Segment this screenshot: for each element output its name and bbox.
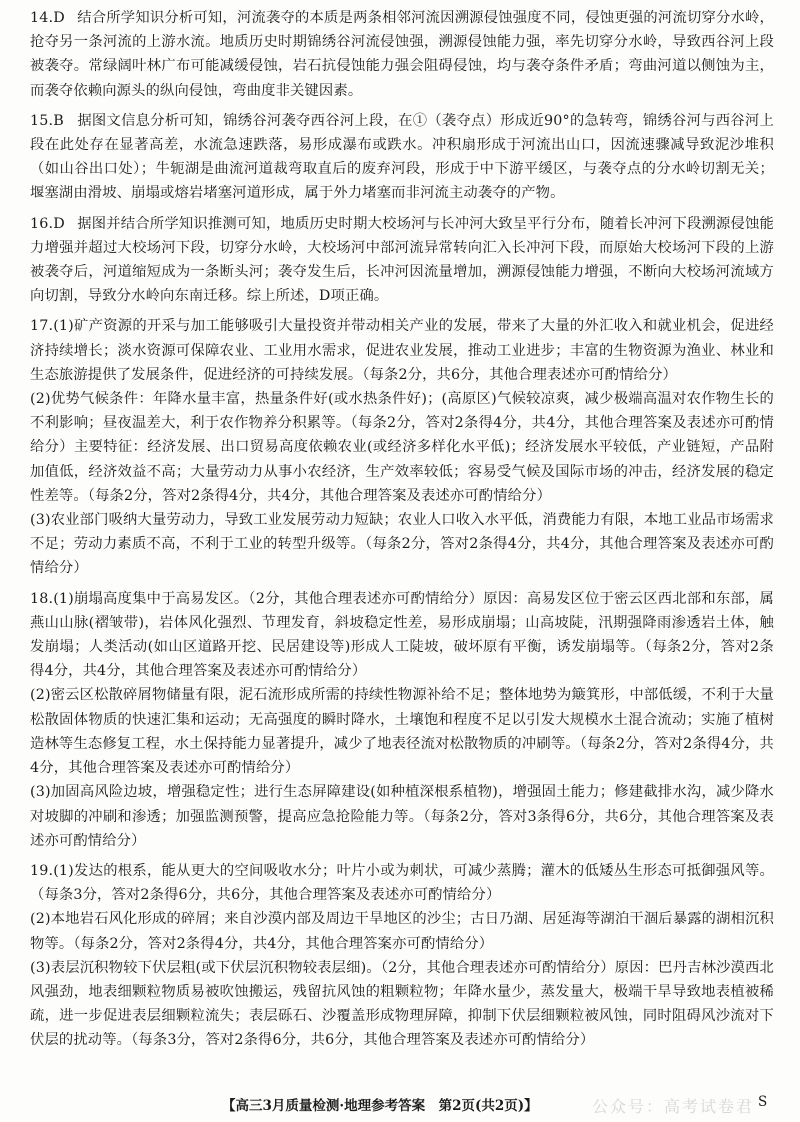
answer-text: (2)密云区松散碎屑物储量有限，泥石流形成所需的持续性物源补给不足；整体地势为簸箕形，中部低缓，不利于大量松散固体物质的快速汇集和运动；无高强度的瞬时降水，土壤饱和程度不足以引发大规模水土混合流动；实施了植树造林等生态修复工程，水土保持能力显著提升，减少了地表径流对松散物质的冲刷等。（每条2分，答对2条得4分，共4分，其他合理答案及表述亦可酌情给分）	[30, 687, 774, 777]
question-number: 18.	[30, 590, 54, 607]
answer-item	[30, 212, 774, 309]
answer-paragraph	[30, 508, 774, 581]
answer-list	[30, 6, 774, 1059]
footer-title: 【高三3月质量检测·地理参考答案 第2页(共2页)】	[222, 1098, 538, 1114]
answer-text: (2)本地岩石风化形成的碎屑；来自沙漠内部及周边干旱地区的沙尘；古日乃湖、居延海等湖泊干涸后暴露的湖相沉积物等。（每条2分，答对2条得4分，共4分，其他合理答案亦可酌情给分）	[30, 911, 774, 952]
answer-text: 据图文信息分析可知，锦绣谷河袭夺西谷河上段，在①（袭夺点）形成近90°的急转弯，锦绣谷河与西谷河上段在此处存在显著高差，水流急速跌落，易形成瀑布或跌水。冲积扇形成于河流出山口，因流速骤减导致泥沙堆积（如山谷出口处）；牛轭湖是曲流河道裁弯取直后的废弃河段，形成于中下游平缓区，与袭夺点的分水岭切割无关；堰塞湖由滑坡、崩塌或熔岩堵塞河道形成，属于外力堵塞而非河流主动袭夺的产物。	[30, 112, 774, 202]
answer-text: 结合所学知识分析可知，河流袭夺的本质是两条相邻河流因溯源侵蚀强度不同，侵蚀更强的河流切穿分水岭，抢夺另一条河流的上游水流。地质历史时期锦绣谷河流侵蚀强，溯源侵蚀能力强，率先切穿分水岭，导致西谷河上段被袭夺。常绿阔叶林广布可能减缓侵蚀，岩石抗侵蚀能力强会阻碍侵蚀，均与袭夺条件矛盾；弯曲河道以侧蚀为主，而袭夺依赖向源头的纵向侵蚀，弯曲度非关键因素。	[30, 10, 774, 99]
answer-paragraph	[30, 683, 774, 780]
answer-choice: B	[53, 112, 64, 129]
answer-paragraph	[30, 314, 774, 387]
answer-choice: D	[53, 215, 65, 232]
answer-paragraph	[30, 587, 774, 684]
answer-item	[30, 6, 774, 103]
answer-paragraph	[30, 212, 774, 309]
answer-item	[30, 109, 774, 206]
answer-paragraph	[30, 859, 774, 907]
answer-choice: D	[53, 10, 65, 26]
answer-paragraph	[30, 907, 774, 955]
answer-paragraph	[30, 780, 774, 853]
answer-text: (3)加固高风险边坡，增强稳定性；进行生态屏障建设(如种植深根系植物)，增强固土能力；修建截排水沟，减少降水对坡脚的冲刷和渗透；加强监测预警，提高应急抢险能力等。（每条2分，答对3条得6分，共6分，其他合理答案及表述亦可酌情给分）	[30, 784, 774, 849]
answer-text: 据图并结合所学知识推测可知，地质历史时期大校场河与长冲河大致呈平行分布，随着长冲河下段溯源侵蚀能力增强并超过大校场河下段，切穿分水岭，大校场河中部河流异常转向汇入长冲河下段，而原始大校场河下段的上游被袭夺后，河道缩短成为一条断头河；袭夺发生后，长冲河因流量增加，溯源侵蚀能力增强，不断向大校场河流域方向切割，导致分水岭向东南迁移。综上所述，D项正确。	[30, 215, 774, 305]
answer-text: (1)矿产资源的开采与加工能够吸引大量投资并带动相关产业的发展，带来了大量的外汇收入和就业机会，促进经济持续增长；淡水资源可保障农业、工业用水需求，促进农业发展，推动工业进步；丰富的生物资源为渔业、林业和生态旅游提供了发展条件，促进经济的可持续发展。（每条2分，共6分，其他合理表述亦可酌情给分）	[30, 318, 774, 383]
answer-item	[30, 314, 774, 580]
answer-paragraph	[30, 387, 774, 508]
answer-paragraph	[30, 109, 774, 206]
answer-item	[30, 587, 774, 853]
question-number: 19.	[30, 862, 54, 879]
question-number: 15.	[30, 112, 54, 129]
answer-paragraph	[30, 956, 774, 1053]
answer-item	[30, 859, 774, 1053]
question-number: 14.	[30, 10, 54, 26]
answer-text: (1)发达的根系，能从更大的空间吸收水分；叶片小或为刺状，可减少蒸腾；灌木的低矮丛生形态可抵御强风等。（每条3分，答对2条得6分，共6分，其他合理答案及表述亦可酌情给分）	[30, 862, 774, 904]
watermark-text: 公众号：高考试卷君	[592, 1097, 755, 1116]
question-number: 17.	[30, 318, 54, 335]
answer-text: (3)表层沉积物较下伏层粗(或下伏层沉积物较表层细)。（2分，其他合理表述亦可酌情给分）原因：巴丹吉林沙漠西北风强劲，地表细颗粒物质易被吹蚀搬运，残留抗风蚀的粗颗粒物；年降水量少，蒸发量大，极端干旱导致地表植被稀疏，进一步促进表层细颗粒流失；表层砾石、沙覆盖形成物理屏障，抑制下伏层细颗粒被风蚀，同时阻碍风沙流对下伏层的扰动等。（每条3分，答对2条得6分，共6分，其他合理答案及表述亦可酌情给分）	[30, 959, 774, 1049]
answer-text: (2)优势气候条件：年降水量丰富，热量条件好(或水热条件好)；(高原区)气候较凉爽，减少极端高温对农作物生长的不利影响；昼夜温差大，利于农作物养分积累等。（每条2分，答对2条得4分，共4分，其他合理答案及表述亦可酌情给分）主要特征：经济发展、出口贸易高度依赖农业(或经济多样化水平低)；经济发展水平较低，产业链短，产品附加值低，经济效益不高；大量劳动力从事小农经济，生产效率较低；容易受气候及国际市场的冲击，经济发展的稳定性差等。（每条2分，答对2条得4分，共4分，其他合理答案及表述亦可酌情给分）	[30, 391, 774, 504]
footer-mark: S	[758, 1094, 768, 1110]
answer-text: (1)崩塌高度集中于高易发区。（2分，其他合理表述亦可酌情给分）原因：高易发区位于密云区西北部和东部，属燕山山脉(褶皱带)，岩体风化强烈、节理发育，斜坡稳定性差，易形成崩塌；山高坡陡，汛期强降雨渗透岩土体，触发崩塌；人类活动(如山区道路开挖、民居建设等)形成人工陡坡，破坏原有平衡，诱发崩塌等。（每条2分，答对2条得4分，共4分，其他合理答案及表述亦可酌情给分）	[30, 590, 774, 680]
answer-text: (3)农业部门吸纳大量劳动力，导致工业发展劳动力短缺；农业人口收入水平低，消费能力有限，本地工业品市场需求不足；劳动力素质不高，不利于工业的转型升级等。（每条2分，答对2条得4分，共4分，其他合理答案及表述亦可酌情给分）	[30, 512, 774, 577]
answer-paragraph	[30, 6, 774, 103]
question-number: 16.	[30, 215, 54, 232]
